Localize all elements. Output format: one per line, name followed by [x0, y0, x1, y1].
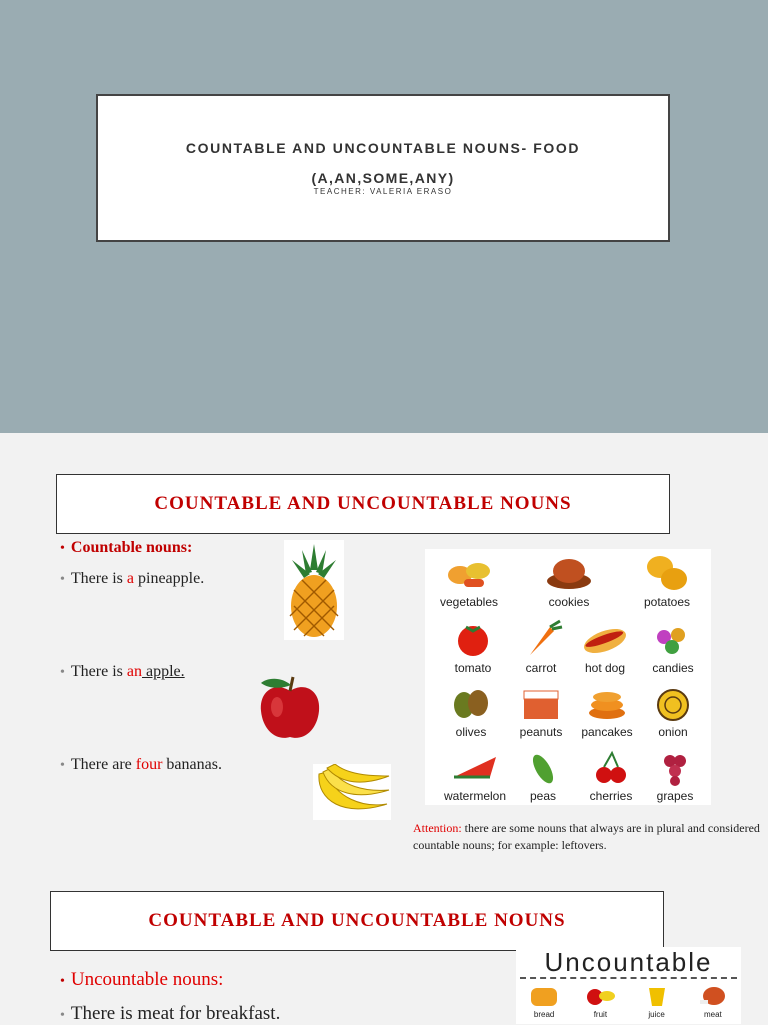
grapes-icon [650, 747, 700, 787]
fruit-icon [583, 982, 617, 1008]
food-item: carrot [505, 619, 577, 675]
uncountable-item: bread [527, 982, 561, 1019]
food-item: peanuts [505, 683, 577, 739]
potatoes-icon [642, 553, 692, 593]
bullet-pineapple: • There is a pineapple. [60, 570, 205, 587]
content-slide [0, 433, 768, 1024]
pineapple-image [284, 540, 344, 640]
peas-icon [523, 747, 563, 787]
food-item: grapes [639, 747, 711, 803]
bullet-dot: • [60, 541, 65, 556]
title-box [96, 94, 670, 242]
food-item: cherries [575, 747, 647, 803]
carrot-icon [516, 619, 566, 659]
uncountable-chart [516, 947, 741, 1024]
bananas-image [313, 764, 391, 820]
food-item: candies [637, 619, 709, 675]
attention-note: Attention: there are some nouns that always are in plural and considered countable nouns; for example: leftovers. [413, 821, 760, 852]
food-vocabulary-chart [425, 549, 711, 805]
food-item: onion [637, 683, 709, 739]
slide-heading-uncountable: COUNTABLE AND UNCOUNTABLE NOUNS [50, 891, 664, 951]
food-item: olives [435, 683, 507, 739]
bullet-countable-nouns: • Countable nouns: [60, 539, 193, 556]
teacher-name: TEACHER: VALERIA ERASO [313, 187, 453, 196]
cookies-icon [544, 553, 594, 593]
bullet-meat-breakfast: • There is meat for breakfast. [60, 1003, 281, 1024]
food-item: pancakes [571, 683, 643, 739]
bullet-uncountable-nouns: • Uncountable nouns: [60, 969, 224, 990]
uncountable-title: Uncountable [544, 947, 713, 977]
uncountable-item: meat [696, 982, 730, 1019]
food-item: peas [519, 747, 567, 803]
olives-icon [446, 683, 496, 723]
food-item: watermelon [439, 747, 511, 803]
apple-image [255, 673, 325, 743]
food-item: potatoes [631, 553, 703, 609]
cherries-icon [586, 747, 636, 787]
vegetables-icon [444, 553, 494, 593]
uncountable-item: fruit [583, 982, 617, 1019]
meat-icon [696, 982, 730, 1008]
slide-heading: COUNTABLE AND UNCOUNTABLE NOUNS [56, 474, 670, 534]
pancakes-icon [582, 683, 632, 723]
candies-icon [648, 619, 698, 659]
slide-title: COUNTABLE AND UNCOUNTABLE NOUNS- FOOD [185, 140, 581, 156]
food-item: cookies [533, 553, 605, 609]
bullet-bananas: • There are four bananas. [60, 756, 222, 773]
food-item: hot dog [569, 619, 641, 675]
juice-icon [640, 982, 674, 1008]
onion-icon [648, 683, 698, 723]
food-item: vegetables [433, 553, 505, 609]
tomato-icon [448, 619, 498, 659]
uncountable-items [516, 982, 741, 1019]
peanuts-icon [516, 683, 566, 723]
uncountable-item: juice [640, 982, 674, 1019]
watermelon-icon [450, 747, 500, 787]
slide-subtitle: (A,AN,SOME,ANY) [311, 170, 455, 186]
hot-dog-icon [580, 619, 630, 659]
bread-icon [527, 982, 561, 1008]
divider [520, 977, 737, 979]
title-slide [0, 0, 768, 433]
bullet-apple: • There is an apple. [60, 663, 185, 680]
food-item: tomato [437, 619, 509, 675]
